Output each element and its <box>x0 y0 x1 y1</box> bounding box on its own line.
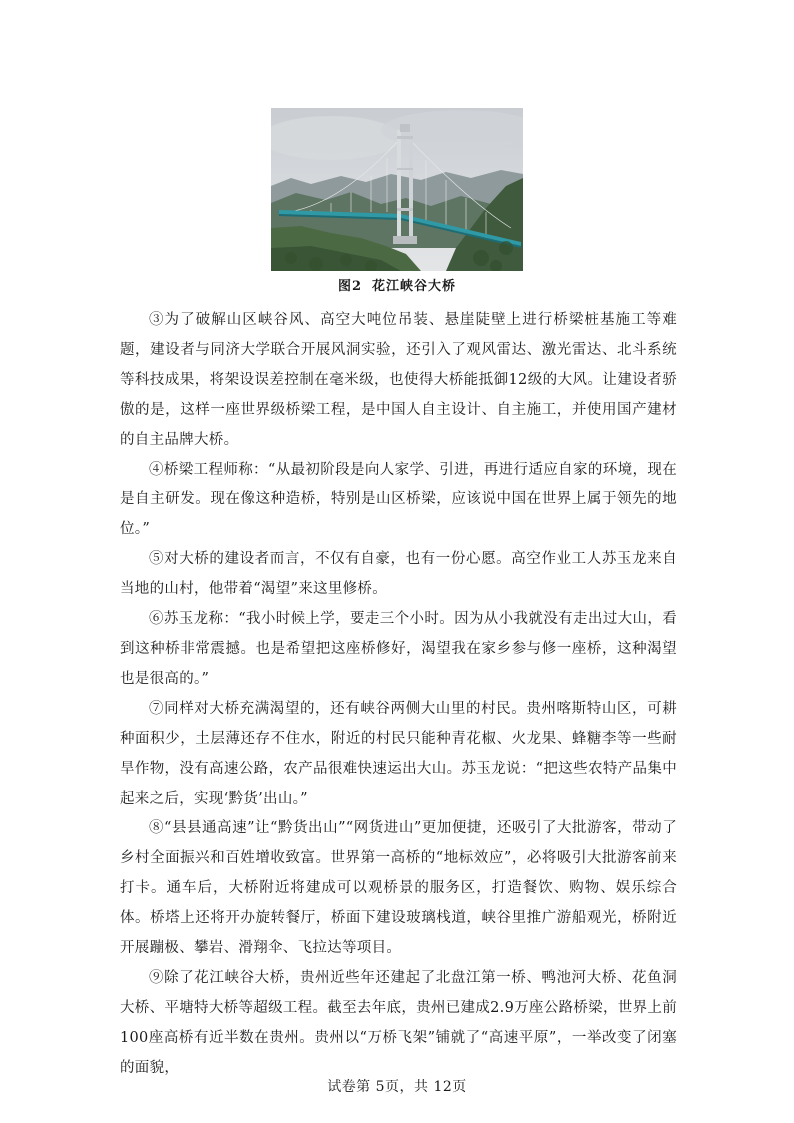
article-body <box>120 306 677 1084</box>
paragraph-4: ④桥梁工程师称：“从最初阶段是向人家学、引进，再进行适应自家的环境，现在是自主研发。现在像这种造桥，特别是山区桥梁，应该说中国在世界上属于领先的地位。” <box>120 461 677 538</box>
paragraph-9: ⑨除了花江峡谷大桥，贵州近些年还建起了北盘江第一桥、鸭池河大桥、花鱼洞大桥、平塘特大桥等超级工程。截至去年底，贵州已建成2.9万座公路桥梁，世界上前100座高桥有近半数在贵州。贵州以“万桥飞架”铺就了“高速平原”，一举改变了闭塞的面貌， <box>120 969 677 1076</box>
figure-caption <box>0 275 794 294</box>
paragraph-5: ⑤对大桥的建设者而言，不仅有自豪，也有一份心愿。高空作业工人苏玉龙来自当地的山村，他带着“渴望”来这里修桥。 <box>120 551 677 598</box>
caption-label: 图2 <box>337 279 363 294</box>
caption-title: 花江峡谷大桥 <box>372 279 457 294</box>
page-footer: 试卷第 5页，共 12页 <box>327 1079 467 1095</box>
bridge-photo <box>271 108 523 271</box>
paragraph-7: ⑦同样对大桥充满渴望的，还有峡谷两侧大山里的村民。贵州喀斯特山区，可耕种面积少，土层薄还存不住水，附近的村民只能种青花椒、火龙果、蜂糖李等一些耐旱作物，没有高速公路，农产品很难快速运出大山。苏玉龙说：“把这些农特产品集中起来之后，实现‘黔货’出山。” <box>120 700 677 807</box>
paragraph-3: ③为了破解山区峡谷风、高空大吨位吊装、悬崖陡壁上进行桥梁桩基施工等难题，建设者与同济大学联合开展风洞实验，还引入了观风雷达、激光雷达、北斗系统等科技成果，将架设误差控制在毫米级，也使得大桥能抵御12级的大风。让建设者骄傲的是，这样一座世界级桥梁工程，是中国人自主设计、自主施工，并使用国产建材的自主品牌大桥。 <box>120 312 677 448</box>
paragraph-6: ⑥苏玉龙称：“我小时候上学，要走三个小时。因为从小我就没有走出过大山，看到这种桥非常震撼。也是希望把这座桥修好，渴望我在家乡参与修一座桥，这种渴望也是很高的。” <box>120 611 677 687</box>
paragraph-8: ⑧“县县通高速”让“黔货出山”“网货进山”更加便捷，还吸引了大批游客，带动了乡村全面振兴和百姓增收致富。世界第一高桥的“地标效应”，必将吸引大批游客前来打卡。通车后，大桥附近将建成可以观桥景的服务区，打造餐饮、购物、娱乐综合体。桥塔上还将开办旋转餐厅，桥面下建设玻璃栈道，峡谷里推广游船观光，桥附近开展蹦极、攀岩、滑翔伞、飞拉达等项目。 <box>120 820 677 957</box>
